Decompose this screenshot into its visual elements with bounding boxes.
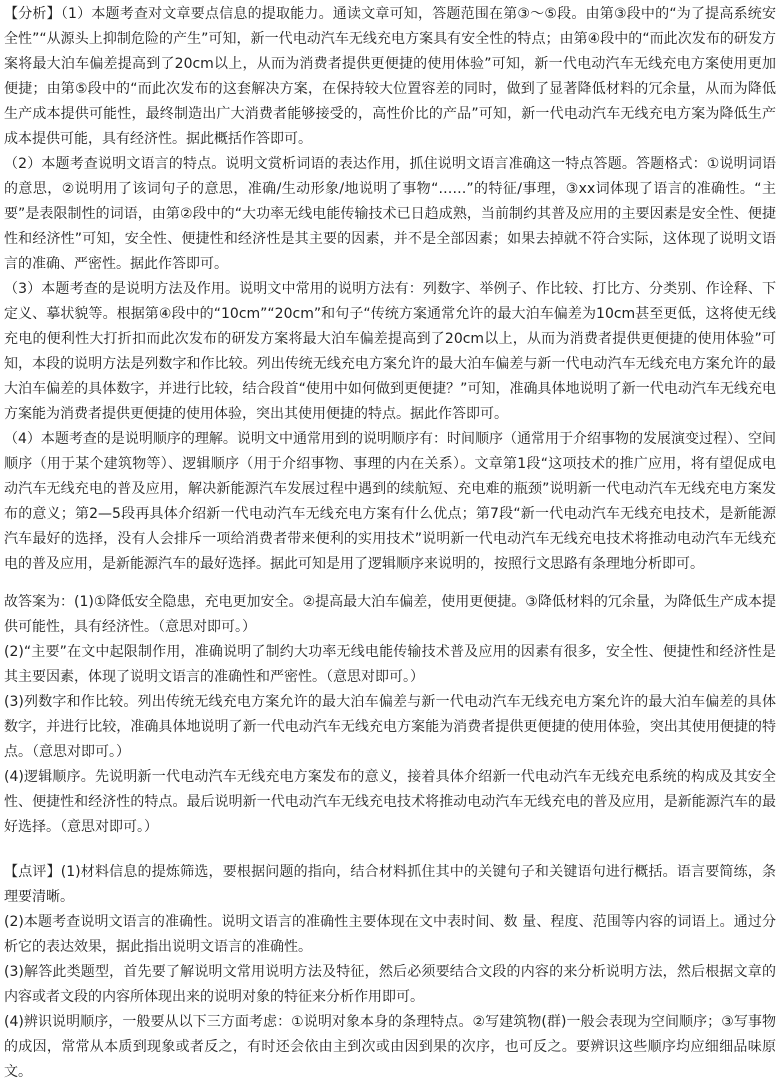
- analysis-paragraph-4: （4）本题考查的是说明顺序的理解。说明文中通常用到的说明顺序有：时间顺序（通常用于介绍事物的发展演变过程）、空间顺序（用于某个建筑物等）、逻辑顺序（用于介绍事物、事理的内在关系）。文章第1段“这项技术的推广应用，将有望促成电动汽车无线充电的普及应用，解决新能源汽车发展过程中遇到的续航短、充电难的瓶颈”说明新一代电动汽车无线充电方案发布的意义；第2—5段再具体介绍新一代电动汽车无线充电方案有什么优点；第7段“新一代电动汽车无线充电技术，是新能源汽车最好的选择，没有人会排斥一项给消费者带来便利的实用技术”说明新一代电动汽车无线充电技术将推动电动汽车无线充电的普及应用，是新能源汽车的最好选择。据此可知是用了逻辑顺序来说明的，按照行文思路有条理地分析即可。: [4, 431, 776, 572]
- comment-paragraph-1: 【点评】(1)材料信息的提炼筛选，要根据问题的指向，结合材料抓住其中的关键句子和关键语句进行概括。语言要简练，条理要清晰。: [4, 864, 776, 905]
- answer-paragraph-3: (3)列数字和作比较。列出传统无线充电方案允许的最大泊车偏差与新一代电动汽车无线充电方案允许的最大泊车偏差的具体数字，并进行比较，准确具体地说明了新一代电动汽车无线充电方案能为消费者提供更便捷的使用体验，突出其使用便捷的特点。（意思对即可。）: [4, 694, 776, 760]
- comment-paragraph-4: (4)辨识说明顺序，一般要从以下三方面考虑：①说明对象本身的条理特点。②写建筑物(群)一般会表现为空间顺序；③写事物的成因，常常从本质到现象或者反之，有时还会依由主到次或由因到果的次序，也可反之。要辨识这些顺序均应细细品味原文。: [4, 1014, 776, 1080]
- comment-section: [4, 860, 776, 1085]
- analysis-paragraph-1: 【分析】（1）本题考查对文章要点信息的提取能力。通读文章可知，答题范围在第③～⑤段。由第③段中的“为了提高系统安全性”“从源头上抑制危险的产生”可知，新一代电动汽车无线充电方案具有安全性的特点；由第④段中的“而此次发布的研发方案将最大泊车偏差提高到了20cm以上，从而为消费者提供更便捷的使用体验”可知，新一代电动汽车无线充电方案使用更加便捷；由第⑤段中的“而此次发布的这套解决方案，在保持较大位置容差的同时，做到了显著降低材料的冗余量，从而为降低生产成本提供可能性，最终制造出广大消费者能够接受的，高性价比的产品”可知，新一代电动汽车无线充电方案为降低生产成本提供可能，具有经济性。据此概括作答即可。: [4, 6, 776, 147]
- answer-paragraph-4: (4)逻辑顺序。先说明新一代电动汽车无线充电方案发布的意义，接着具体介绍新一代电动汽车无线充电系统的构成及其安全性、便捷性和经济性的特点。最后说明新一代电动汽车无线充电技术将推动电动汽车无线充电的普及应用，是新能源汽车的最好选择。（意思对即可。）: [4, 769, 776, 835]
- answer-paragraph-1: 故答案为：(1)①降低安全隐患，充电更加安全。②提高最大泊车偏差，使用更便捷。③降低材料的冗余量，为降低生产成本提供可能性，具有经济性。（意思对即可。）: [4, 594, 776, 635]
- section-gap: [4, 577, 776, 590]
- comment-paragraph-2: (2)本题考查说明文语言的准确性。说明文语言的准确性主要体现在文中表时间、数 量、程度、范围等内容的词语上。通过分析它的表达效果，据此指出说明文语言的准确性。: [4, 914, 776, 955]
- answer-paragraph-2: (2)“主要”在文中起限制作用，准确说明了制约大功率无线电能传输技术普及应用的因素有很多，安全性、便捷性和经济性是其主要因素，体现了说明文语言的准确性和严密性。（意思对即可。）: [4, 644, 776, 685]
- analysis-section: [4, 2, 776, 577]
- comment-paragraph-3: (3)解答此类题型，首先要了解说明文常用说明方法及特征，然后必须要结合文段的内容的来分析说明方法，然后根据文章的内容或者文段的内容所体现出来的说明对象的特征来分析作用即可。: [4, 964, 776, 1005]
- answer-section: [4, 590, 776, 840]
- section-gap: [4, 840, 776, 860]
- analysis-paragraph-3: （3）本题考查的是说明方法及作用。说明文中常用的说明方法有：列数字、举例子、作比较、打比方、分类别、作诠释、下定义、摹状貌等。根据第④段中的“10cm”“20cm”和句子“传统方案通常允许的最大泊车偏差为10cm甚至更低，这将使无线充电的便利性大打折扣而此次发布的研发方案将最大泊车偏差提高到了20cm以上，从而为消费者提供更便捷的使用体验”可知，本段的说明方法是列数字和作比较。列出传统无线充电方案允许的最大泊车偏差与新一代电动汽车无线充电方案允许的最大泊车偏差的具体数字，并进行比较，结合段首“使用中如何做到更便捷？”可知，准确具体地说明了新一代电动汽车无线充电方案能为消费者提供更便捷的使用体验，突出其使用便捷的特点。据此作答即可。: [4, 281, 776, 422]
- analysis-paragraph-2: （2）本题考查说明文语言的特点。说明文赏析词语的表达作用，抓住说明文语言准确这一特点答题。答题格式：①说明词语的意思，②说明用了该词句子的意思，准确/生动形象/地说明了事物“……”的特征/事理，③xx词体现了语言的准确性。“主要”是表限制性的词语，由第②段中的“大功率无线电能传输技术已日趋成熟，当前制约其普及应用的主要因素是安全性、便捷性和经济性”可知，安全性、便捷性和经济性是其主要的因素，并不是全部因素；如果去掉就不符合实际，这体现了说明文语言的准确、严密性。据此作答即可。: [4, 156, 776, 272]
